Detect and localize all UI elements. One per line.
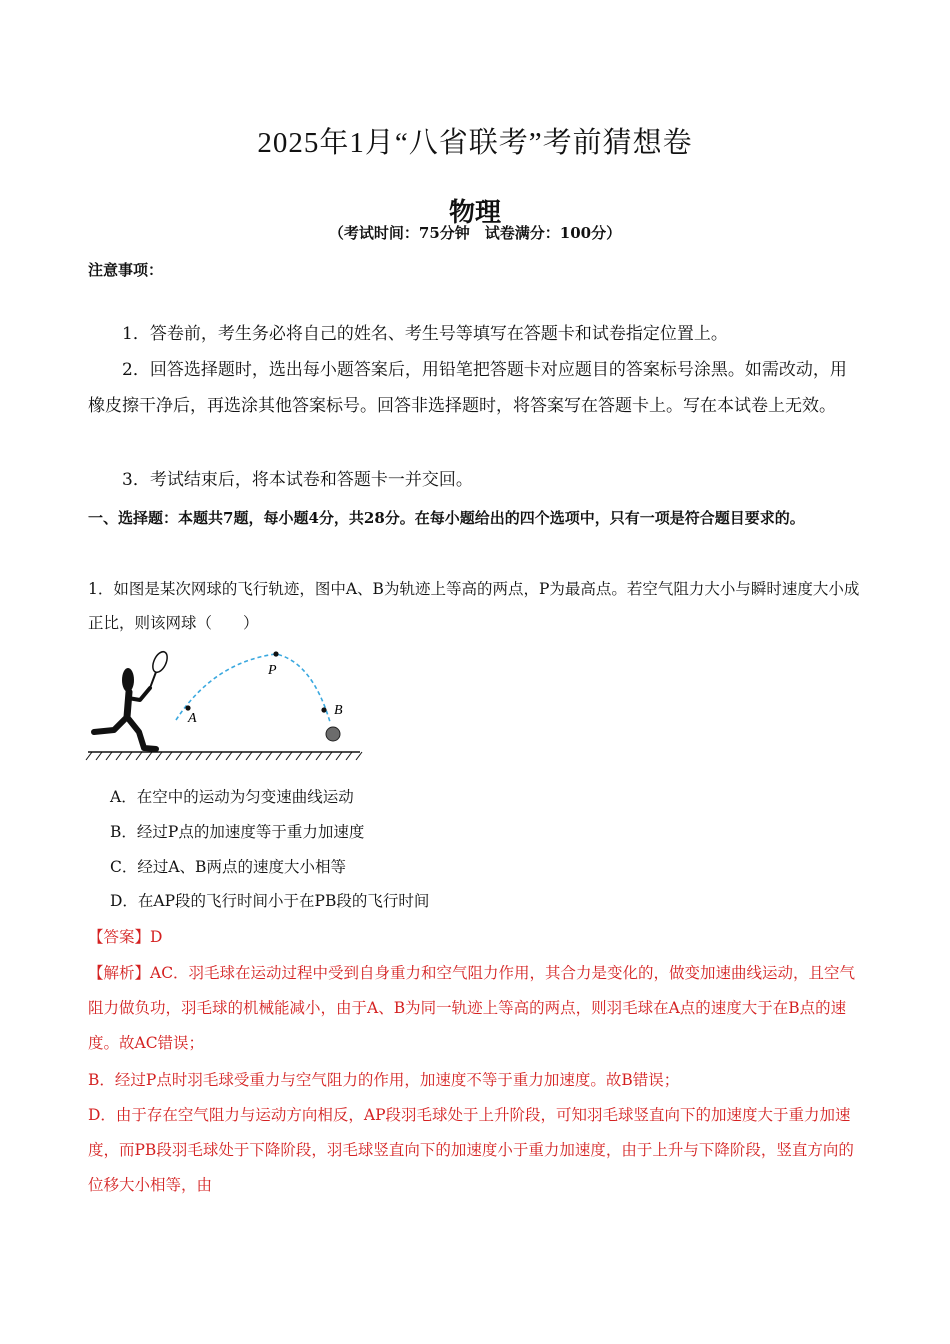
player-figure xyxy=(94,649,170,749)
analysis-d: D．由于存在空气阻力与运动方向相反，AP段羽毛球处于上升阶段，可知羽毛球竖直向下的加速度大于重力加速度，而PB段羽毛球处于下降阶段，羽毛球竖直向下的加速度小于重力加速度，由于上升与下降阶段，竖直方向的位移大小相等，由 xyxy=(88,1106,854,1194)
option-a: A．在空中的运动为匀变速曲线运动 xyxy=(110,788,354,806)
notice-item-3: 3．考试结束后，将本试卷和答题卡一并交回。 xyxy=(122,470,473,490)
notice-heading: 注意事项： xyxy=(88,261,164,279)
point-b xyxy=(321,707,326,712)
option-d: D．在AP段的飞行时间小于在PB段的飞行时间 xyxy=(110,892,430,910)
option-b: B．经过P点的加速度等于重力加速度 xyxy=(110,823,365,841)
ball-icon xyxy=(326,727,340,741)
trajectory-curve xyxy=(176,654,330,722)
notice-item-2: 2．回答选择题时，选出每小题答案后，用铅笔把答题卡对应题目的答案标号涂黑。如需改动，用橡皮擦干净后，再选涂其他答案标号。回答非选择题时，将答案写在答题卡上。写在本试卷上无效。 xyxy=(88,360,847,416)
point-a xyxy=(185,705,190,710)
racket-icon xyxy=(150,649,170,674)
option-c: C．经过A、B两点的速度大小相等 xyxy=(110,858,346,876)
label-p: P xyxy=(268,663,277,678)
answer-line: 【答案】D xyxy=(88,928,163,946)
label-a: A xyxy=(188,711,197,726)
label-b: B xyxy=(334,703,343,718)
point-p xyxy=(273,651,278,656)
ground-hatching xyxy=(86,752,362,760)
analysis-ac: 【解析】AC．羽毛球在运动过程中受到自身重力和空气阻力作用，其合力是变化的，做变加速曲线运动，且空气阻力做负功，羽毛球的机械能减小，由于A、B为同一轨迹上等高的两点，则羽毛球在A点的速度大于在B点的速度。故AC错误； xyxy=(88,964,856,1052)
exam-title: 2025年1月“八省联考”考前猜想卷 xyxy=(257,127,693,159)
subject-title: 物理 xyxy=(448,198,501,228)
analysis-b: B．经过P点时羽毛球受重力与空气阻力的作用，加速度不等于重力加速度。故B错误； xyxy=(88,1071,680,1089)
notice-item-1: 1．答卷前，考生务必将自己的姓名、考生号等填写在答题卡和试卷指定位置上。 xyxy=(122,324,728,344)
section-heading: 一、选择题：本题共7题，每小题4分，共28分。在每小题给出的四个选项中，只有一项是符合题目要求的。 xyxy=(88,509,805,527)
question-1-stem: 1．如图是某次网球的飞行轨迹，图中A、B为轨迹上等高的两点，P为最高点。若空气阻力大小与瞬时速度大小成正比，则该网球（ ） xyxy=(88,580,860,632)
exam-info: （考试时间：75分钟 试卷满分：100分） xyxy=(328,224,622,242)
tennis-trajectory-figure xyxy=(84,642,364,762)
